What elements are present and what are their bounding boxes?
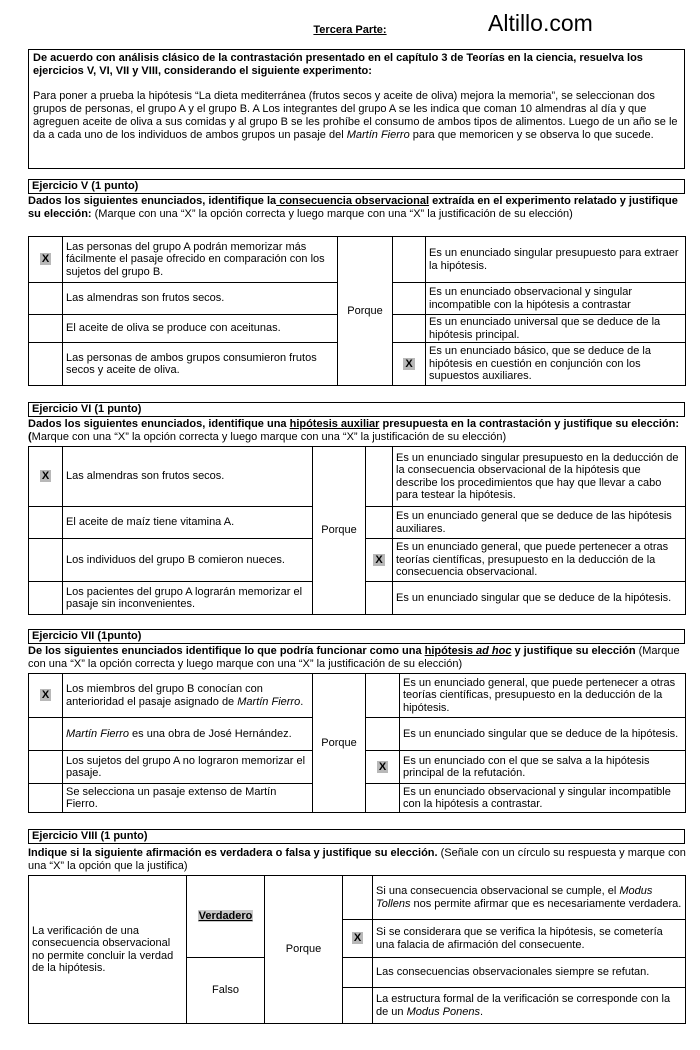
ex5-option-4: Las personas de ambos grupos consumieron frutos secos y aceite de oliva.	[63, 343, 338, 386]
x-mark: X	[375, 553, 383, 566]
ex7-porque: Porque	[313, 674, 366, 813]
ex6-option-2: El aceite de maíz tiene vitamina A.	[63, 507, 313, 539]
ex7-justification-2-checkbox[interactable]	[366, 718, 400, 751]
ex7-option-2-checkbox[interactable]	[29, 718, 63, 751]
exercise-6-instructions: Dados los siguientes enunciados, identifique una hipótesis auxiliar presupuesta en la contrastación y justifique su elección: (Marque con una “X” la opción correcta y luego marque con una “X” la justificación de su elección)	[28, 418, 679, 443]
ex7-justification-1-checkbox[interactable]	[366, 674, 400, 718]
ex6-option-1: Las almendras son frutos secos.	[63, 447, 313, 507]
ex5-option-3-checkbox[interactable]	[29, 315, 63, 343]
ex8-justification-4-checkbox[interactable]	[343, 988, 373, 1024]
exercise-7-title: Ejercicio VII (1punto)	[28, 629, 685, 644]
ex5-option-1: Las personas del grupo A podrán memorizar más fácilmente el pasaje ofrecido en comparación con los sujetos del grupo B.	[63, 237, 338, 283]
ex6-justification-1: Es un enunciado singular presupuesto en la deducción de la consecuencia observacional de la hipótesis que describe los procedimientos que hay que llevar a cabo para testear la hipótesis.	[393, 447, 686, 507]
exercise-5-table	[28, 236, 686, 386]
x-mark: X	[41, 470, 50, 483]
ex8-justification-2: Si se considerara que se verifica la hipótesis, se cometería una falacia de afirmación del consecuente.	[373, 920, 686, 958]
intro-box	[28, 49, 685, 169]
ex6-justification-1-checkbox[interactable]	[366, 447, 393, 507]
intro-instructions: De acuerdo con análisis clásico de la contrastación presentado en el capítulo 3 de Teorías en la ciencia, resuelva los ejercicios V, VI, VII y VIII, considerando el siguiente experimento:	[33, 52, 643, 77]
ex7-option-2: Martín Fierro es una obra de José Hernández.	[63, 718, 313, 751]
ex6-option-1-checkbox[interactable]	[29, 447, 63, 507]
ex7-justification-1: Es un enunciado general, que puede pertenecer a otras teorías científicas, presupuesto en la deducción de la hipótesis.	[400, 674, 686, 718]
ex5-option-4-checkbox[interactable]	[29, 343, 63, 386]
ex5-option-2: Las almendras son frutos secos.	[63, 283, 338, 315]
ex8-justification-3-checkbox[interactable]	[343, 958, 373, 988]
exercise-5-title: Ejercicio V (1 punto)	[28, 179, 685, 194]
exercise-6-title: Ejercicio VI (1 punto)	[28, 402, 685, 417]
ex6-option-4-checkbox[interactable]	[29, 582, 63, 615]
ex6-justification-4-checkbox[interactable]	[366, 582, 393, 615]
x-mark: X	[41, 689, 50, 702]
ex7-option-4: Se selecciona un pasaje extenso de Martín Fierro.	[63, 784, 313, 813]
ex5-option-1-checkbox[interactable]	[29, 237, 63, 283]
ex7-justification-3: Es un enunciado con el que se salva a la hipótesis principal de la refutación.	[400, 751, 686, 784]
ex8-justification-1-checkbox[interactable]	[343, 876, 373, 920]
intro-text-part1: Para poner a prueba la hipótesis “La dieta mediterránea (frutos secos y aceite de oliva) mejora la memoria”, se seleccionan dos grupos de personas, el grupo A y el grupo B. A Los integrantes del grupo A se les indica que coman 10 almendras al día y que agreguen aceite de oliva a sus comidas y al grupo B se les prohíbe el consumo de ambos tipos de alimentos. Luego de un año se le da a cada uno de los individuos de ambos grupos un pasaje del	[33, 90, 678, 141]
x-mark: X	[378, 760, 387, 773]
intro-text-work: Martín Fierro	[346, 129, 410, 141]
intro-experiment	[33, 90, 680, 142]
ex7-justification-4: Es un enunciado observacional y singular incompatible con la hipótesis a contrastar.	[400, 784, 686, 813]
x-mark: X	[405, 357, 413, 370]
ex5-porque: Porque	[338, 237, 393, 386]
ex7-justification-3-checkbox[interactable]	[366, 751, 400, 784]
ex8-false-label: Falso	[212, 984, 239, 997]
ex7-option-3-checkbox[interactable]	[29, 751, 63, 784]
ex7-option-1-checkbox[interactable]	[29, 674, 63, 718]
ex8-justification-2-checkbox[interactable]	[343, 920, 373, 958]
ex8-justification-4: La estructura formal de la verificación se corresponde con la de un Modus Ponens.	[373, 988, 686, 1024]
ex6-option-3: Los individuos del grupo B comieron nueces.	[63, 539, 313, 582]
x-mark: X	[41, 253, 50, 266]
ex8-porque: Porque	[265, 876, 343, 1024]
ex5-justification-4: Es un enunciado básico, que se deduce de la hipótesis en cuestión en conjunción con los supuestos auxiliares.	[426, 343, 686, 386]
ex8-false-option[interactable]	[187, 958, 265, 1024]
ex8-statement: La verificación de una consecuencia observacional no permite concluir la verdad de la hipótesis.	[29, 876, 187, 1024]
ex6-option-3-checkbox[interactable]	[29, 539, 63, 582]
ex5-option-2-checkbox[interactable]	[29, 283, 63, 315]
ex5-justification-2: Es un enunciado observacional y singular incompatible con la hipótesis a contrastar	[426, 283, 686, 315]
exercise-5-instructions: Dados los siguientes enunciados, identifique la consecuencia observacional extraída en el experimento relatado y justifique su elección: (Marque con una “X” la opción correcta y luego marque con una “X” la justificación de su elección)	[28, 195, 678, 220]
exercise-8-instructions: Indique si la siguiente afirmación es verdadera o falsa y justifique su elección. (Señale con un círculo su respuesta y marque con una “X” la opción que la justifica)	[28, 847, 686, 872]
ex6-option-2-checkbox[interactable]	[29, 507, 63, 539]
ex6-justification-2: Es un enunciado general que se deduce de las hipótesis auxiliares.	[393, 507, 686, 539]
ex8-justification-1: Si una consecuencia observacional se cumple, el Modus Tollens nos permite afirmar que es necesariamente verdadera.	[373, 876, 686, 920]
intro-text-part2: para que memoricen y se observa lo que sucede.	[409, 129, 654, 141]
ex7-justification-4-checkbox[interactable]	[366, 784, 400, 813]
ex6-porque: Porque	[313, 447, 366, 615]
ex6-justification-2-checkbox[interactable]	[366, 507, 393, 539]
exercise-6-table	[28, 446, 686, 615]
ex7-option-3: Los sujetos del grupo A no lograron memorizar el pasaje.	[63, 751, 313, 784]
ex6-justification-3: Es un enunciado general, que puede pertenecer a otras teorías científicas, presupuesto en la deducción de la consecuencia observacional.	[393, 539, 686, 582]
exercise-8-table	[28, 875, 686, 1024]
ex6-justification-3-checkbox[interactable]	[366, 539, 393, 582]
exercise-7-table	[28, 673, 686, 813]
ex7-justification-2: Es un enunciado singular que se deduce de la hipótesis.	[400, 718, 686, 751]
ex7-option-1: Los miembros del grupo B conocían con anterioridad el pasaje asignado de Martín Fierro.	[63, 674, 313, 718]
ex5-justification-4-checkbox[interactable]	[393, 343, 426, 386]
ex5-option-3: El aceite de oliva se produce con aceitunas.	[63, 315, 338, 343]
exercise-8-title: Ejercicio VIII (1 punto)	[28, 829, 685, 844]
ex8-true-label: Verdadero	[198, 910, 253, 923]
ex6-option-4: Los pacientes del grupo A lograrán memorizar el pasaje sin inconvenientes.	[63, 582, 313, 615]
ex5-justification-3: Es un enunciado universal que se deduce de la hipótesis principal.	[426, 315, 686, 343]
ex5-justification-1-checkbox[interactable]	[393, 237, 426, 283]
ex6-justification-4: Es un enunciado singular que se deduce de la hipótesis.	[393, 582, 686, 615]
ex8-justification-3: Las consecuencias observacionales siempre se refutan.	[373, 958, 686, 988]
x-mark: X	[353, 932, 362, 945]
ex8-true-option[interactable]	[187, 876, 265, 958]
page-title: Tercera Parte:	[313, 24, 387, 36]
watermark: Altillo.com	[488, 10, 593, 36]
exercise-7-instructions: De los siguientes enunciados identifique lo que podría funcionar como una hipótesis ad hoc y justifique su elección (Marque con una “X” la opción correcta y luego marque con una “X” la justificación de su elección)	[28, 645, 680, 670]
ex5-justification-3-checkbox[interactable]	[393, 315, 426, 343]
ex5-justification-2-checkbox[interactable]	[393, 283, 426, 315]
ex5-justification-1: Es un enunciado singular presupuesto para extraer la hipótesis.	[426, 237, 686, 283]
ex7-option-4-checkbox[interactable]	[29, 784, 63, 813]
